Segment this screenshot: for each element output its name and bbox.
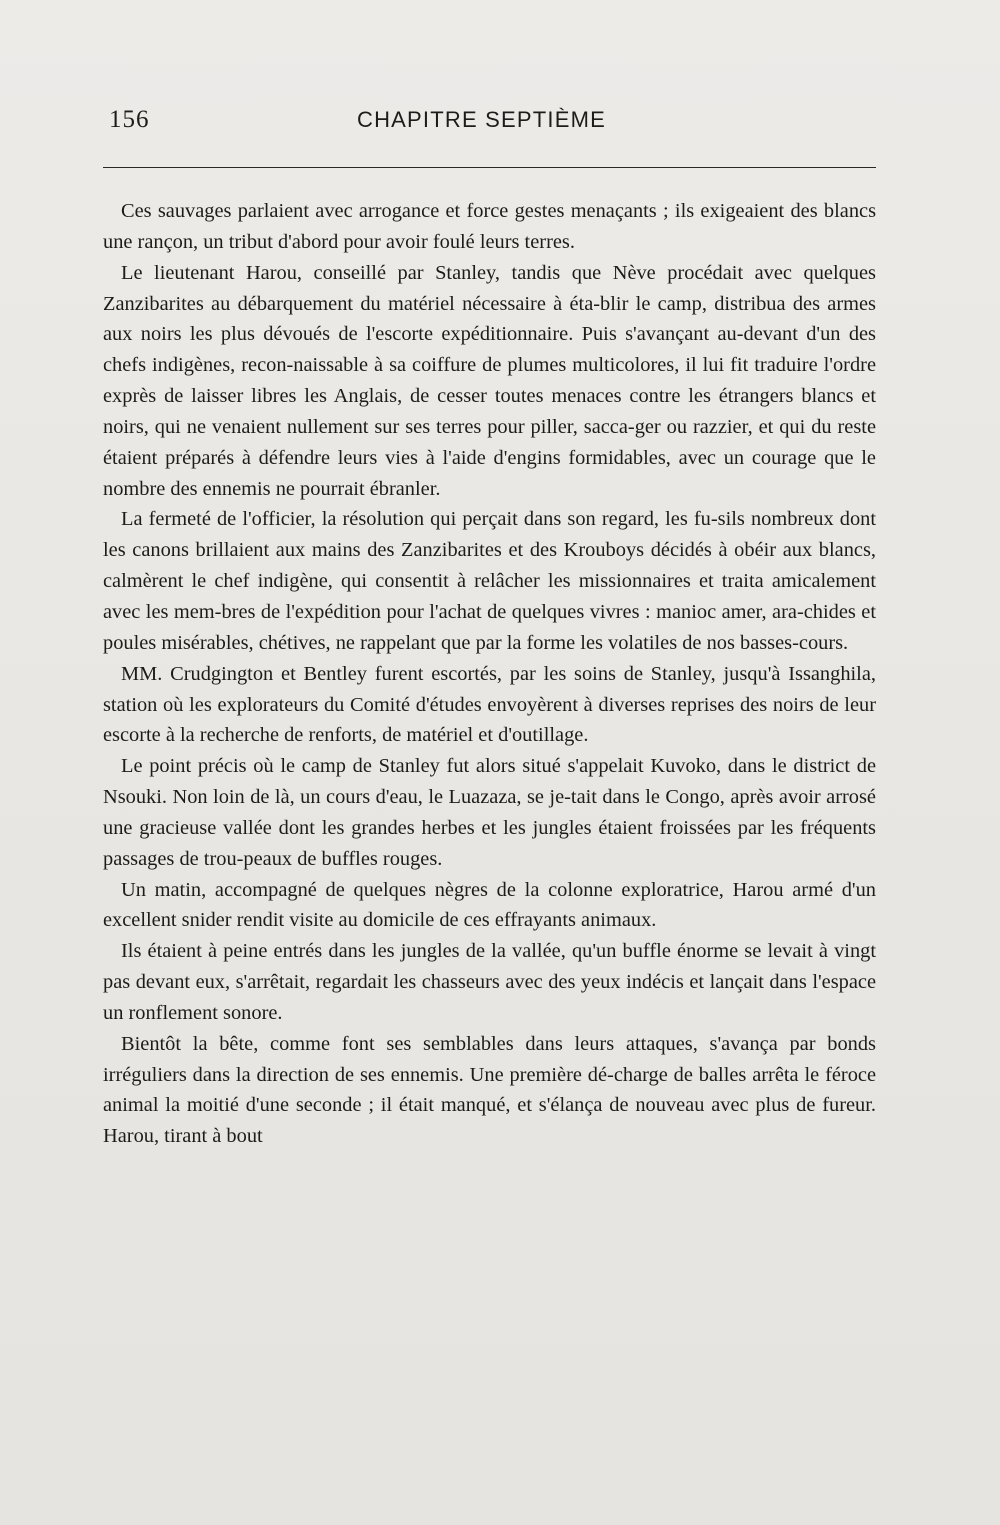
paragraph: Un matin, accompagné de quelques nègres de la colonne exploratrice, Harou armé d'un excellent snider rendit visite au domicile de ces effrayants animaux. (103, 878, 876, 932)
page-number: 156 (109, 106, 150, 133)
paragraph: Ils étaient à peine entrés dans les jungles de la vallée, qu'un buffle énorme se levait à vingt pas devant eux, s'arrêtait, regardait les chasseurs avec des yeux indécis et lançait dans l'espace un ronflement sonore. (103, 940, 876, 1024)
header-rule (103, 167, 876, 168)
page-header (103, 106, 876, 140)
paragraph: La fermeté de l'officier, la résolution qui perçait dans son regard, les fu-sils nombreux dont les canons brillaient aux mains des Zanzibarites et des Krouboys décidés à obéir aux blancs, calmèrent le chef indigène, qui consentit à relâcher les missionnaires et traita amicalement avec les mem-bres de l'expédition pour l'achat de quelques vivres : manioc amer, ara-chides et poules misérables, chétives, ne rappelant que par la forme les volatiles de nos basses-cours. (103, 508, 876, 654)
body-text (103, 196, 876, 1152)
paragraph: MM. Crudgington et Bentley furent escortés, par les soins de Stanley, jusqu'à Issanghila, station où les explorateurs du Comité d'études envoyèrent à diverses reprises des noirs de leur escorte à la recherche de renforts, de matériel et d'outillage. (103, 662, 876, 747)
paragraph: Le lieutenant Harou, conseillé par Stanley, tandis que Nève procédait avec quelques Zanzibarites au débarquement du matériel nécessaire à éta-blir le camp, distribua des armes aux noirs les plus dévoués de l'escorte expéditionnaire. Puis s'avançant au-devant d'un des chefs indigènes, recon-naissable à sa coiffure de plumes multicolores, il lui fit traduire l'ordre exprès de laisser libres les Anglais, de cesser toutes menaces contre les étrangers blancs et noirs, qui ne venaient nullement sur ses terres pour piller, sacca-ger ou razzier, et qui du reste étaient préparés à défendre leurs vies à l'aide d'engins formidables, avec un courage que le nombre des ennemis ne pourrait ébranler. (103, 261, 876, 500)
paragraph: Bientôt la bête, comme font ses semblables dans leurs attaques, s'avança par bonds irréguliers dans la direction de ses ennemis. Une première dé-charge de balles arrêta le féroce animal la moitié d'une seconde ; il était manqué, et s'élança de nouveau avec plus de fureur. Harou, tirant à bout (103, 1032, 876, 1148)
paragraph: Le point précis où le camp de Stanley fut alors situé s'appelait Kuvoko, dans le district de Nsouki. Non loin de là, un cours d'eau, le Luazaza, se je-tait dans le Congo, après avoir arrosé une gracieuse vallée dont les grandes herbes et les jungles étaient froissées par les fréquents passages de trou-peaux de buffles rouges. (103, 755, 876, 870)
running-head: CHAPITRE SEPTIÈME (357, 107, 606, 132)
paragraph: Ces sauvages parlaient avec arrogance et force gestes menaçants ; ils exigeaient des blancs une rançon, un tribut d'abord pour avoir foulé leurs terres. (103, 200, 876, 253)
